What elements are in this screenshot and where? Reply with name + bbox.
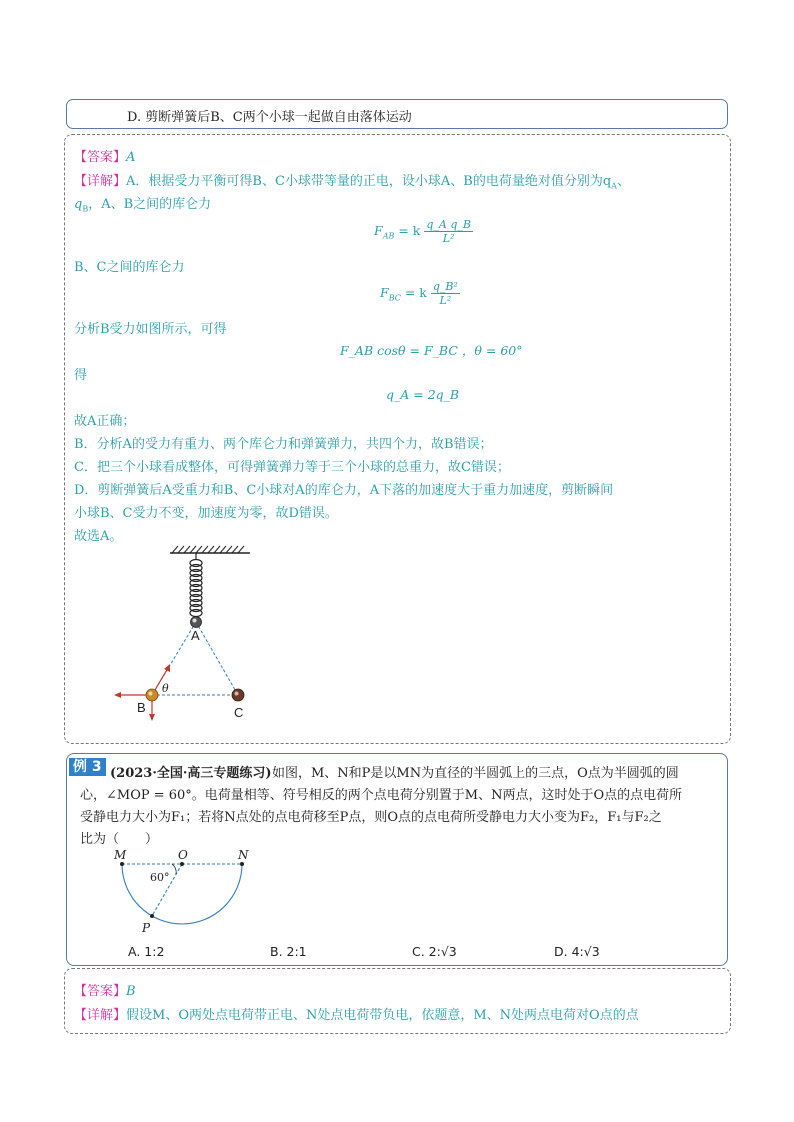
- label-b: B: [137, 700, 146, 715]
- option-a[interactable]: A. 1:2: [128, 944, 165, 959]
- example-line-3: 受静电力大小为F₁；若将N点处的点电荷移至P点，则O点的点电荷所受静电力大小变为F₂，F₁与F₂之: [80, 810, 662, 825]
- eq1-lhs: F: [374, 223, 383, 238]
- line-d2: 小球B、C受力不变，加速度为零，故D错误。: [74, 506, 338, 521]
- force-arrowhead-down: [149, 714, 155, 721]
- eq2-lhs-sub: BC: [388, 293, 401, 303]
- answer2-value: B: [126, 984, 136, 999]
- equation-fab: [374, 218, 473, 245]
- detail-text-1: A．根据受力平衡可得B、C小球带等量的正电，设小球A、B的电荷量绝对值分别为q: [126, 174, 612, 189]
- answer-box-2: [64, 968, 731, 1034]
- label-theta: θ: [162, 682, 169, 695]
- eq1-numerator: q_A q_B: [426, 218, 471, 231]
- equation-result: q_A = 2q_B: [386, 387, 460, 402]
- angle-arc: [172, 864, 176, 874]
- option-d[interactable]: D. 4:√3: [554, 944, 600, 959]
- eq2-fraction: [431, 280, 460, 307]
- answer2-detail-text: 假设M、O两处点电荷带正电、N处点电荷带负电，依题意，M、N处两点电荷对O点的点: [126, 1008, 639, 1023]
- detail-line-2: [74, 193, 211, 214]
- point-m: [120, 862, 124, 866]
- de-text: 得: [74, 368, 88, 383]
- ball-a: [191, 617, 202, 628]
- example-source: (2023·全国·高三专题练习): [110, 766, 272, 781]
- answer-value: A: [126, 150, 136, 165]
- point-o: [180, 862, 184, 866]
- semicircle-arc: [122, 864, 242, 924]
- detail-line-1: [74, 170, 630, 191]
- point-p: [150, 914, 154, 918]
- final-answer: 故选A。: [74, 529, 123, 544]
- conclusion-a: 故A正确；: [74, 414, 136, 429]
- eq1-denominator: L²: [442, 232, 455, 245]
- ball-b-highlight: [149, 692, 153, 696]
- label-p: P: [142, 921, 151, 935]
- eq1-fraction: [424, 218, 473, 245]
- equation-balance: F_AB cosθ = F_BC ，θ = 60°: [340, 343, 523, 358]
- point-n: [240, 862, 244, 866]
- line-d1: D．剪断弹簧后A受重力和B、C小球对A的库仑力，A下落的加速度大于重力加速度，剪断瞬间: [74, 483, 614, 498]
- detail-text-1-end: 、: [616, 174, 630, 189]
- ball-c-highlight: [235, 692, 239, 696]
- eq2-lhs: F: [380, 285, 389, 300]
- answer2-detail: [74, 1004, 639, 1023]
- ceiling-hatch: [172, 546, 244, 553]
- answer-label: 【答案】: [74, 150, 127, 165]
- option-c[interactable]: C. 2:√3: [412, 944, 457, 959]
- ball-b: [146, 689, 158, 701]
- detail-sub-a: A: [611, 181, 617, 191]
- eq2-numerator: q_B²: [432, 280, 458, 293]
- line-b: B．分析A的受力有重力、两个库仑力和弹簧弹力，共四个力，故B错误；: [74, 437, 493, 452]
- answer2-line-1: [74, 980, 136, 999]
- eq1-lhs-sub: AB: [382, 231, 395, 241]
- bc-force-text: B、C之间的库仑力: [74, 260, 185, 275]
- detail-text-2: ，A、B之间的库仑力: [88, 197, 212, 212]
- ball-a-highlight: [193, 619, 197, 623]
- question-option-box: [66, 99, 728, 129]
- option-b[interactable]: B. 2:1: [270, 944, 307, 959]
- eq2-mid: = k: [404, 285, 427, 300]
- semicircle-figure: [110, 846, 260, 936]
- spring-ball-figure: [100, 542, 270, 727]
- equation-fbc: [380, 280, 460, 307]
- label-c: C: [234, 705, 244, 720]
- label-a: A: [191, 628, 200, 643]
- example-line-2: 心，∠MOP = 60°。电荷量相等、符号相反的两个点电荷分别置于M、N两点，这时处于O点的点电荷所: [80, 788, 683, 803]
- line-c: C．把三个小球看成整体，可得弹簧弹力等于三个小球的总重力，故C错误；: [74, 460, 510, 475]
- answer2-detail-label: 【详解】: [74, 1008, 127, 1023]
- label-m: M: [114, 848, 127, 862]
- example-line-4: 比为（ ）: [80, 832, 159, 847]
- ball-c: [232, 689, 244, 701]
- option-d-text: D. 剪断弹簧后B、C两个小球一起做自由落体运动: [127, 110, 412, 125]
- answer2-label: 【答案】: [74, 984, 127, 999]
- eq2-denominator: L²: [439, 294, 452, 307]
- spring-coil: [190, 553, 202, 619]
- label-angle: 60°: [150, 871, 170, 884]
- example-tag: 例 3: [69, 758, 106, 776]
- detail-q: q: [74, 197, 83, 212]
- force-arrowhead-left: [114, 692, 121, 698]
- analysis-text: 分析B受力如图所示，可得: [74, 322, 227, 337]
- answer-line-1: [74, 146, 135, 165]
- example-line-1: 如图，M、N和P是以MN为直径的半圆弧上的三点，O点为半圆弧的圆: [272, 766, 679, 781]
- label-o: O: [178, 848, 188, 862]
- label-n: N: [238, 848, 249, 862]
- detail-q-sub: B: [82, 204, 89, 214]
- detail-label: 【详解】: [74, 174, 127, 189]
- eq1-mid: = k: [398, 223, 421, 238]
